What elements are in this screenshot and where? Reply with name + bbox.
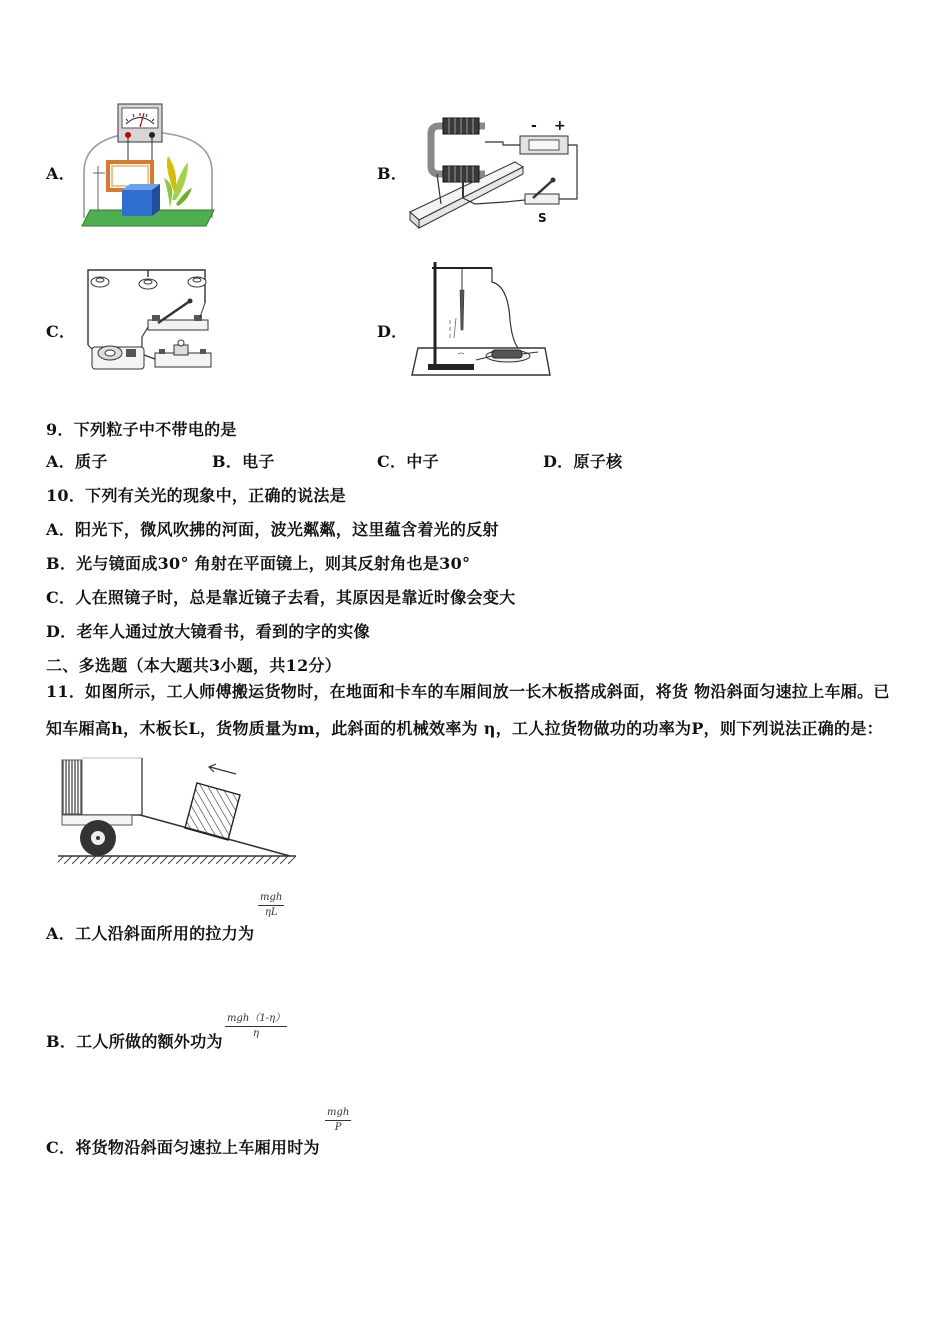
q8-option-b-label: B． <box>377 164 408 183</box>
fraction-denominator: P <box>334 1122 342 1133</box>
q8-option-c-label: C． <box>46 322 76 341</box>
knife-switch <box>148 299 208 331</box>
fraction-denominator: ηL <box>264 907 278 918</box>
q9-option-a: A．质子 <box>46 452 108 471</box>
bulb-left <box>91 277 109 287</box>
ground <box>58 856 296 864</box>
cargo-box <box>185 783 240 840</box>
iron-stand <box>428 262 492 370</box>
pull-direction-arrow <box>209 764 236 774</box>
q10-option-c: C．人在照镜子时，总是靠近镜子去看，其原因是靠近时像会变大 <box>46 588 516 607</box>
q10-option-a: A．阳光下，微风吹拂的河面，波光粼粼，这里蕴含着光的反射 <box>46 520 499 539</box>
hanging-needle <box>450 268 464 354</box>
lamp-holder <box>155 340 211 367</box>
q8-option-a-label: A． <box>46 164 76 183</box>
wheel <box>80 820 116 856</box>
battery <box>520 118 568 154</box>
bulb-middle <box>139 279 157 289</box>
q9-option-d: D．原子核 <box>543 452 623 471</box>
plant <box>164 156 192 208</box>
q11-option-a: A．工人沿斜面所用的拉力为 <box>46 924 255 943</box>
fraction-numerator: mgh（1-η） <box>225 1013 287 1027</box>
battery-minus-label: - <box>531 118 537 134</box>
battery-box <box>92 346 144 369</box>
q11-option-c: C．将货物沿斜面匀速拉上车厢用时为 <box>46 1138 320 1157</box>
switch-label: S <box>538 211 547 225</box>
bulb-right <box>188 277 206 287</box>
q9-option-b: B．电子 <box>212 452 275 471</box>
fraction-pulling-force <box>258 892 284 919</box>
magnet-cube <box>122 184 160 216</box>
truck <box>62 758 142 825</box>
knife-switch <box>525 178 559 226</box>
figure-c-circuit-board <box>82 265 217 377</box>
wire <box>492 268 518 348</box>
q9-stem: 9．下列粒子中不带电的是 <box>46 420 237 439</box>
fraction-time <box>325 1107 351 1134</box>
q9-option-c: C．中子 <box>377 452 439 471</box>
q10-option-d: D．老年人通过放大镜看书，看到的字的实像 <box>46 622 370 641</box>
q11-option-b: B．工人所做的额外功为 <box>46 1032 223 1051</box>
fraction-denominator: η <box>253 1028 260 1039</box>
section-heading: 二、多选题（本大题共3小题，共12分） <box>46 656 342 675</box>
fraction-numerator: mgh <box>325 1107 351 1121</box>
q11-stem-line-2: 知车厢高h，木板长L，货物质量为m，此斜面的机械效率为 η，工人拉货物做功的功率为P，则下列说法正确的是： <box>46 719 883 738</box>
q10-stem: 10．下列有关光的现象中，正确的说法是 <box>46 486 346 505</box>
figure-a-electromagnetic-induction <box>78 100 218 230</box>
battery-plus-label: + <box>554 118 566 134</box>
fraction-numerator: mgh <box>258 892 284 906</box>
table-top <box>412 348 550 375</box>
figure-truck-ramp <box>56 752 301 872</box>
q11-stem-line-1: 11．如图所示，工人师傅搬运货物时，在地面和卡车的车厢间放一长木板搭成斜面，将货 物沿斜面匀速拉上车厢。已 <box>46 682 890 701</box>
q10-option-b: B．光与镜面成30° 角射在平面镜上，则其反射角也是30° <box>46 554 471 573</box>
battery-on-table <box>476 350 538 362</box>
figure-d-iron-stand-experiment <box>410 260 555 380</box>
galvanometer <box>118 104 162 142</box>
figure-b-electromagnet-circuit <box>405 112 585 234</box>
fraction-extra-work <box>225 1013 287 1040</box>
q8-option-d-label: D． <box>377 322 408 341</box>
